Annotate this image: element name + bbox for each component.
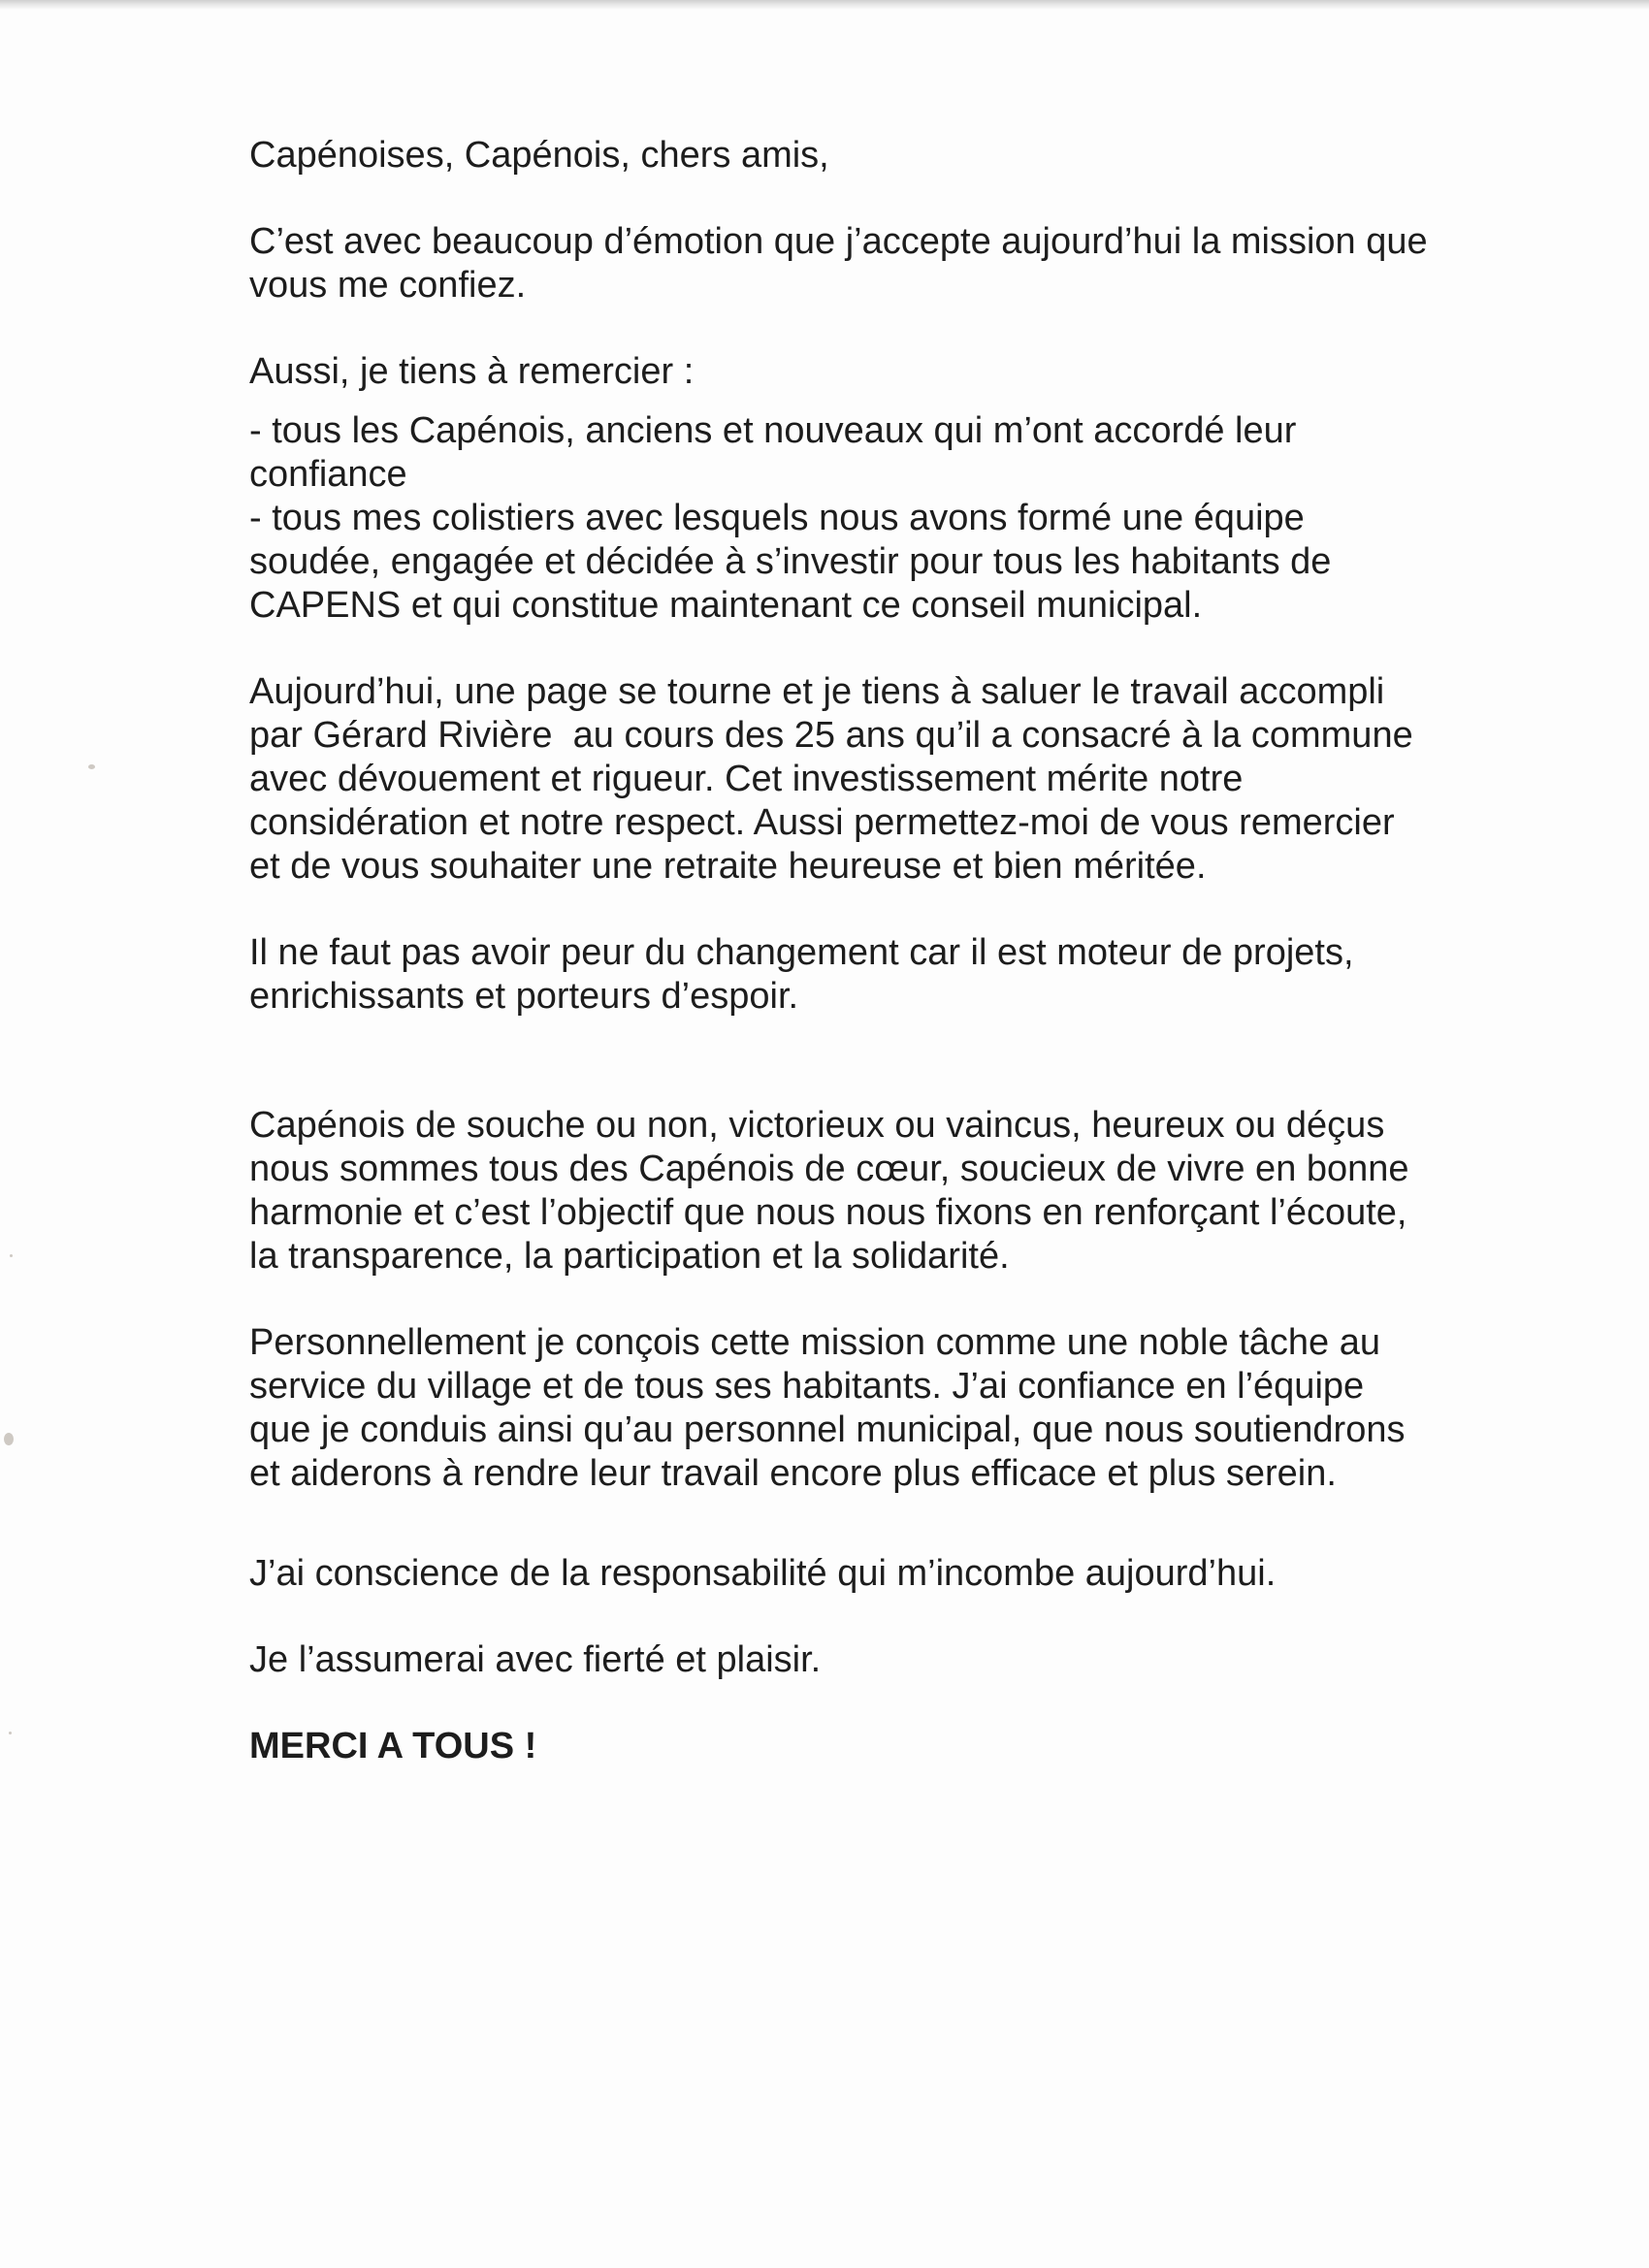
text-line: avec dévouement et rigueur. Cet investissement mérite notre bbox=[249, 759, 1244, 799]
text-line: soudée, engagée et décidée à s’investir pour tous les habitants de bbox=[249, 541, 1332, 582]
scan-speck bbox=[9, 1732, 12, 1734]
closing-line: MERCI A TOUS ! bbox=[249, 1726, 537, 1766]
greeting: Capénoises, Capénois, chers amis, bbox=[249, 135, 829, 176]
scan-top-edge bbox=[0, 0, 1649, 10]
paragraph-unity bbox=[249, 1104, 1501, 1279]
paragraph-tribute bbox=[249, 670, 1501, 889]
letter-body bbox=[249, 134, 1501, 1768]
scan-speck bbox=[88, 764, 95, 769]
text-line: Il ne faut pas avoir peur du changement car il est moteur de projets, bbox=[249, 932, 1354, 973]
text-line: que je conduis ainsi qu’au personnel municipal, que nous soutiendrons bbox=[249, 1409, 1406, 1450]
text-line: - tous les Capénois, anciens et nouveaux qui m’ont accordé leur bbox=[249, 410, 1297, 451]
scan-speck bbox=[4, 1433, 14, 1445]
text-line: nous sommes tous des Capénois de cœur, soucieux de vivre en bonne bbox=[249, 1149, 1409, 1189]
text-line: Aujourd’hui, une page se tourne et je tiens à saluer le travail accompli bbox=[249, 671, 1385, 712]
text-line: enrichissants et porteurs d’espoir. bbox=[249, 976, 799, 1017]
pride-line: Je l’assumerai avec fierté et plaisir. bbox=[249, 1639, 822, 1680]
text-line: et de vous souhaiter une retraite heureuse et bien méritée. bbox=[249, 846, 1207, 887]
text-line: la transparence, la participation et la solidarité. bbox=[249, 1236, 1010, 1277]
text-line: service du village et de tous ses habitants. J’ai confiance en l’équipe bbox=[249, 1366, 1365, 1407]
text-line: - tous mes colistiers avec lesquels nous avons formé une équipe bbox=[249, 498, 1305, 538]
text-line: Personnellement je conçois cette mission comme une noble tâche au bbox=[249, 1322, 1380, 1363]
paragraph-mission bbox=[249, 1321, 1501, 1496]
thanks-list bbox=[249, 409, 1501, 628]
text-line: confiance bbox=[249, 454, 407, 495]
text-line: C’est avec beaucoup d’émotion que j’accepte aujourd’hui la mission que bbox=[249, 221, 1428, 262]
text-line: Capénois de souche ou non, victorieux ou vaincus, heureux ou déçus bbox=[249, 1105, 1385, 1146]
text-line: harmonie et c’est l’objectif que nous nous fixons en renforçant l’écoute, bbox=[249, 1192, 1407, 1233]
thanks-intro: Aussi, je tiens à remercier : bbox=[249, 351, 695, 392]
paragraph-emotion bbox=[249, 220, 1501, 308]
paragraph-change bbox=[249, 931, 1501, 1019]
text-line: considération et notre respect. Aussi permettez-moi de vous remercier bbox=[249, 802, 1395, 843]
text-line: vous me confiez. bbox=[249, 265, 527, 306]
text-line: par Gérard Rivière au cours des 25 ans qu’il a consacré à la commune bbox=[249, 715, 1413, 756]
text-line: et aiderons à rendre leur travail encore plus efficace et plus serein. bbox=[249, 1453, 1337, 1494]
responsibility-line: J’ai conscience de la responsabilité qui m’incombe aujourd’hui. bbox=[249, 1553, 1277, 1594]
text-line: CAPENS et qui constitue maintenant ce conseil municipal. bbox=[249, 585, 1203, 626]
scan-speck bbox=[10, 1254, 13, 1257]
